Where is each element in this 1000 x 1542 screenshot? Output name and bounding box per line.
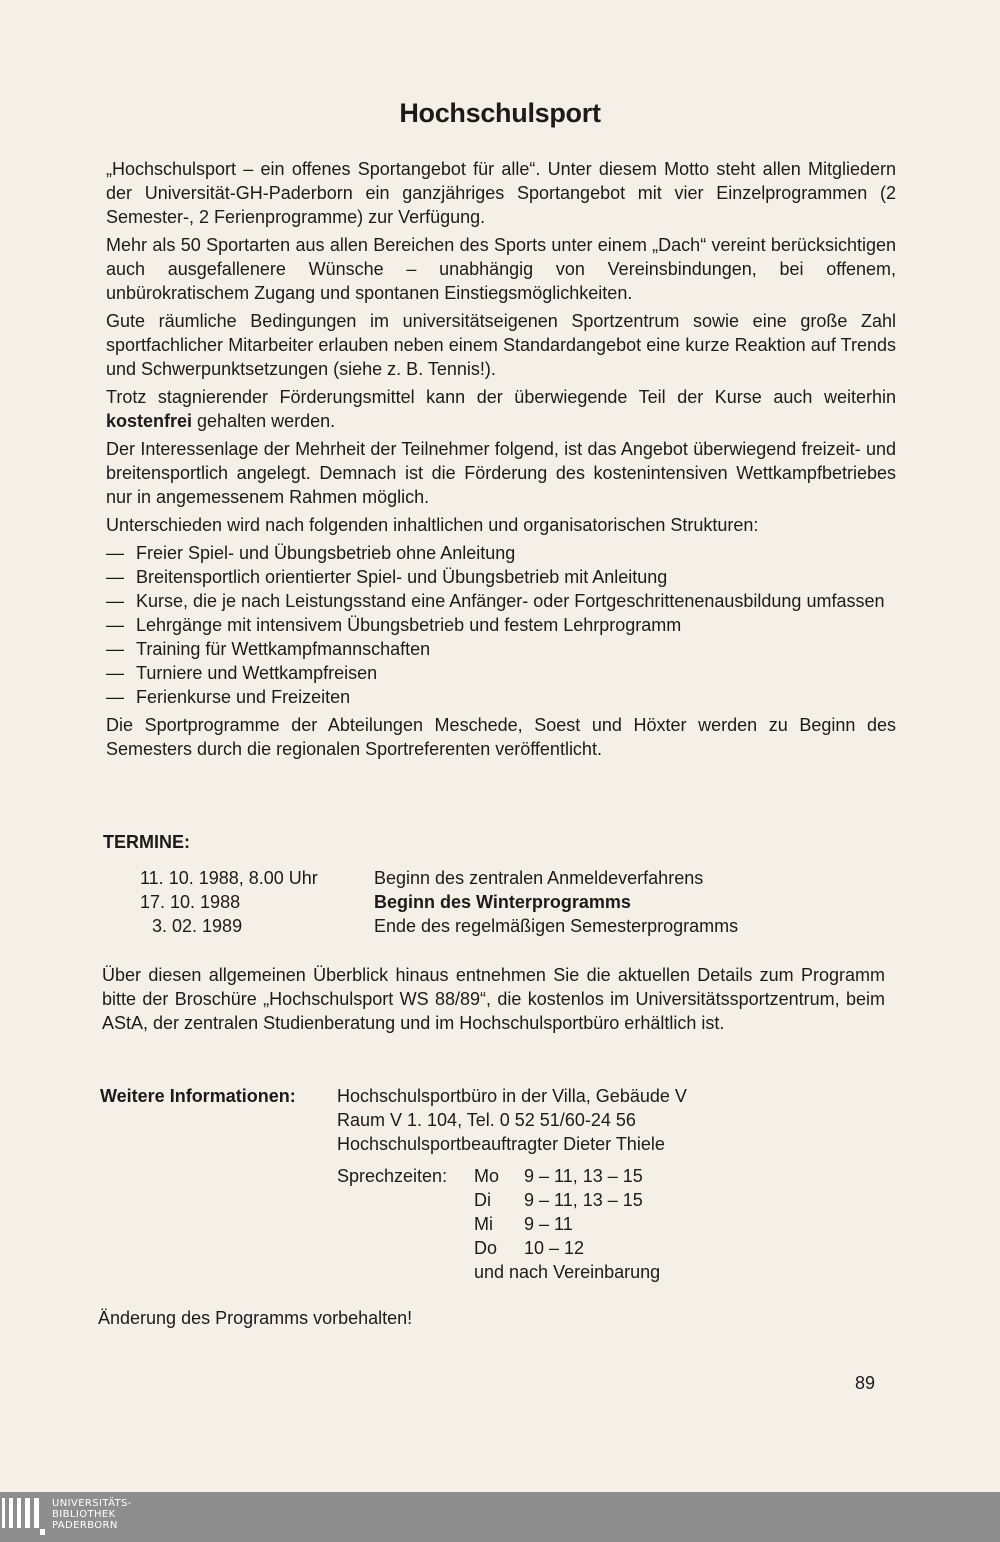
sprechzeiten-row (474, 1188, 660, 1212)
list-item: — Ferienkurse und Freizeiten (106, 685, 896, 709)
sprechzeiten-time: 9 – 11, 13 – 15 (524, 1190, 643, 1210)
sprechzeiten-time: 9 – 11 (524, 1214, 573, 1234)
termine-table (140, 866, 840, 938)
termine-event: Beginn des Winterprogramms (374, 892, 631, 912)
termine-date: 11. 10. 1988, 8.00 Uhr (140, 868, 318, 888)
sprechzeiten-label: Sprechzeiten: (337, 1166, 448, 1186)
termine-event: Ende des regelmäßigen Semesterprogramms (374, 916, 739, 936)
sprechzeiten-day: Mi (474, 1214, 493, 1234)
list-item: — Kurse, die je nach Leistungsstand eine Anfänger- oder Fortgeschrittenenausbildung umfassen (106, 589, 896, 613)
logo-line: PADERBORN (52, 1520, 118, 1531)
structure-list (106, 541, 896, 709)
library-footer (0, 1492, 1000, 1542)
paragraph-abteilungen: Die Sportprogramme der Abteilungen Meschede, Soest und Höxter werden zu Beginn des Semesters durch die regionalen Sportreferenten veröffentlicht. (106, 715, 896, 759)
termine-row (140, 914, 840, 938)
sprechzeiten-day: Do (474, 1238, 498, 1258)
library-logo-icon (2, 1498, 50, 1536)
paragraph-motto: „Hochschulsport – ein offenes Sportangebot für alle“. Unter diesem Motto steht allen Mitgliedern der Universität-GH-Paderborn ein ganzjähriges Sportangebot mit vier Einzelprogrammen (2 Semester-, 2 Ferienprogramme) zur Verfügung. (106, 159, 896, 227)
paragraph-strukturen: Unterschieden wird nach folgenden inhaltlichen und organisatorischen Strukturen: (106, 515, 759, 535)
page-title: Hochschulsport (399, 98, 601, 128)
kostenfrei-emphasis: kostenfrei (106, 411, 193, 431)
paragraph-bedingungen: Gute räumliche Bedingungen im universitätseigenen Sportzentrum sowie eine große Zahl sportfachlicher Mitarbeiter erlauben neben einem Standardangebot eine kurze Reaktion auf Trends und Schwerpunktsetzungen (siehe z. B. Tennis!). (106, 311, 896, 379)
foerderung-text-start: Trotz stagnierender Förderungsmittel kann der überwiegende Teil der Kurse auch weiterhin (106, 387, 896, 407)
termine-row (140, 890, 840, 914)
info-label: Weitere Informationen: (100, 1086, 296, 1106)
library-logo-text (52, 1498, 132, 1531)
sprechzeiten-row (474, 1236, 660, 1260)
paragraph-foerderung (106, 385, 896, 433)
list-item: — Breitensportlich orientierter Spiel- und Übungsbetrieb mit Anleitung (106, 565, 896, 589)
list-item: — Turniere und Wettkampfreisen (106, 661, 896, 685)
termine-row (140, 866, 840, 890)
sprechzeiten-time: 9 – 11, 13 – 15 (524, 1166, 643, 1186)
paragraph-interessenlage: Der Interessenlage der Mehrheit der Teilnehmer folgend, ist das Angebot überwiegend freizeit- und breitensportlich angelegt. Demnach ist die Förderung des kostenintensiven Wettkampfbetriebes nur in angemessenem Rahmen möglich. (106, 439, 896, 507)
logo-line: UNIVERSITÄTS- (52, 1498, 132, 1509)
termine-date: 3. 02. 1989 (152, 916, 243, 936)
intro-body (106, 157, 896, 765)
sprechzeiten-table (474, 1164, 660, 1284)
termine-event: Beginn des zentralen Anmeldeverfahrens (374, 868, 704, 888)
info-line: Raum V 1. 104, Tel. 0 52 51/60-24 56 (337, 1110, 636, 1130)
sprechzeiten-day: Mo (474, 1166, 500, 1186)
sprechzeiten-row (474, 1164, 660, 1188)
list-item: — Lehrgänge mit intensivem Übungsbetrieb und festem Lehrprogramm (106, 613, 896, 637)
logo-line: BIBLIOTHEK (52, 1509, 116, 1520)
info-line: Hochschulsportbüro in der Villa, Gebäude V (337, 1086, 687, 1106)
sprechzeiten-day: Di (474, 1190, 491, 1210)
list-item: — Freier Spiel- und Übungsbetrieb ohne Anleitung (106, 541, 896, 565)
sprechzeiten-time: 10 – 12 (524, 1238, 585, 1258)
page-number: 89 (855, 1373, 876, 1393)
list-item: — Training für Wettkampfmannschaften (106, 637, 896, 661)
info-address (337, 1084, 687, 1156)
sprechzeiten-row (474, 1212, 660, 1236)
termine-heading: TERMINE: (103, 832, 190, 852)
change-note: Änderung des Programms vorbehalten! (98, 1308, 413, 1328)
termine-date: 17. 10. 1988 (140, 892, 241, 912)
paragraph-broschuere: Über diesen allgemeinen Überblick hinaus entnehmen Sie die aktuellen Details zum Programm bitte der Broschüre „Hochschulsport WS 88/89“, die kostenlos im Universitätssportzentrum, beim AStA, der zentralen Studienberatung und im Hochschulsportbüro erhältlich ist. (102, 965, 885, 1033)
sprechzeiten-extra: und nach Vereinbarung (474, 1262, 661, 1282)
info-line: Hochschulsportbeauftragter Dieter Thiele (337, 1134, 665, 1154)
paragraph-sportarten: Mehr als 50 Sportarten aus allen Bereichen des Sports unter einem „Dach“ vereint berücksichtigen auch ausgefallenere Wünsche – unabhängig von Vereinsbindungen, bei offenem, unbürokratischem Zugang und spontanen Einstiegsmöglichkeiten. (106, 235, 896, 303)
foerderung-text-end: gehalten werden. (192, 411, 336, 431)
